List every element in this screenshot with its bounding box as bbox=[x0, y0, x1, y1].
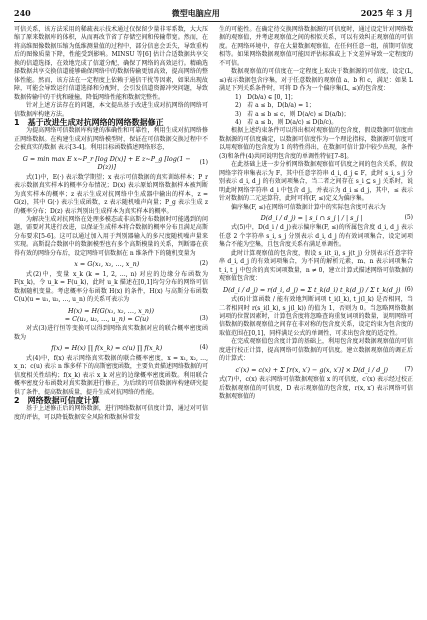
paragraph: 式(4)中，f(x) 表示网络真实数据的联合概率密度，x = x₁, x₂, …, x_n；c(u) 表示 n 维多样下的高斯密度函数，主要负责描述网络数据的可信度相关性结构；f(x_k) 表示 x_k 对应的边缘概率密度函数。利用联合概率密度分布函数对真实数据进行修正，为后续的可信数据库构建研究提供了条件，提高数据质量，提升生成对抗网络的性能。 bbox=[14, 354, 208, 396]
section-heading-1: 1 基于改进生成对抗网络的网络数据修正 bbox=[14, 117, 164, 127]
paragraph: 此时计算观察值的包含度，假设 s_i(t_i), s_j(t_j) 分别表示任意字符串 d_i, d_j 的有效词项集合，为不同的解析元素，m、n 表示词项集合 t_i, t_j 中包含的真实词项数量，n ≠ 0，建立计算式描述网络可信数据的观察值包含度： bbox=[219, 249, 413, 283]
paragraph: 在完成观察值包含度计算的基础上，利用包含度对数据观察值的可信度进行校正计算，提高网络可信数据的可信度。建立数据观察值的调正后的计算式： bbox=[219, 338, 413, 363]
list-item: 3) 若 a ≤ b ≤ c，则 D(a/c) ≤ D(a/b)； bbox=[235, 110, 350, 118]
equation-body: = C(u₁, u₂, …, u_n) = C(u) bbox=[64, 314, 149, 323]
issue-date: 2025 年 3 月 bbox=[360, 7, 413, 18]
list-item: 1) D(b/a) ∈ [0, 1]； bbox=[235, 93, 297, 101]
paragraph: 根据上述约束条件可以得出相对观察值的包含度，假设数据可信度由数据源的可信度确定，以数据可信度作为一个理论指标，数据源可信度可以用观察值的包含度为 1 的特性得出，在数据可信计算中较少出现，条件(3)和条件(4)共同说明包含度的单调性特征[7-8]。 bbox=[219, 127, 413, 160]
paragraph: 基于上述修正后的网络数据，进行网络数据可信度计算，通过对可信度的评估，可以降低数据安全风险和数据异常发 bbox=[14, 405, 208, 421]
equation-body: c′(x) = c(x) + Σ [r(x, x′) − g(x, x′)] × D(d_i / d_j) bbox=[235, 365, 388, 374]
left-column bbox=[14, 26, 208, 422]
paragraph: 式(2)中，变量 x_k (k = 1, 2, …, n) 对应的边缘分布函数为 F(x_k)，令 u_k = F(u_k)，此时 u_k 描述在[0,1]均匀分布的网络可信数据随机变量。考虑概率分布函数 H(x) 的条件，H(x) 与高斯分布函数 C(u)(u = u₁, u₂, …, u_n) 的关系可表示为 bbox=[14, 270, 208, 304]
section-heading-2: 2 网络数据可信度计算 bbox=[14, 396, 100, 406]
list-item: 4) 若 a ≤ b，则 D(a/c) ≤ D(b/c)。 bbox=[235, 118, 338, 126]
paragraph: 在此基础上进一步分析网络数据观察值可信度之间的包含关系，假设网络字符串集表示为 F，其中任意字符串 d_i, d_j ∈ F，此时 s_i, s_j 分别表示 d_i, d_j 的有效词项集合，当二者之间存在 s_i ⊆ s_j 关系时，说明此时网络字符串 d_i 中包含 d_j，并表示为 d_i ≤ d_j，其中，≤ 表示针对数据的二元运算符，此时可将(F, ≤)定义为偏序集。 bbox=[219, 161, 413, 203]
paragraph: 生的可能性。在确定待交换网络数据源的可信度时，通过设定针对网络数据的观察值，并考虑观察值之间的相似关系，可以有效纠正观察值的可信度。在网络环境中，存在大量数据观察值，在任何任意一组，前期可信度相等。如果网络数据观察值可能因评估标准或上下文差异导致一定程度的不可信。 bbox=[219, 26, 413, 67]
equation-4 bbox=[14, 344, 208, 352]
paragraph: 对式(3)进行恒等变换可以得到网络真实数据对应的联合概率密度函数为 bbox=[14, 325, 208, 341]
equation-3 bbox=[14, 307, 208, 324]
condition-list bbox=[219, 94, 413, 128]
equation-1 bbox=[14, 155, 208, 172]
paragraph: 偏序集(F, ≤)在网络可信数据计算中的实际包含度可表示为 bbox=[231, 203, 386, 211]
equation-body: D(d_i / d_j) = r(d_i, d_j) = Σ t_k(d_i) t_k(d_j) / Σ t_k(d_j) bbox=[222, 285, 401, 294]
equation-number: (4) bbox=[199, 344, 208, 352]
paragraph: 针对上述方法存在的问题，本文提出基于改进生成对抗网络的网络可信数据库构建方法。 bbox=[14, 102, 208, 118]
paragraph: 式(6)计算函数 / 能有效地判断词项 t_i(l_k), t_j(l_k) 是否相同，当二者相同时 r(s_i(l_k), s_j(l_k)) 的值为 1，否则为 0。当忽略网络数据词项的位置因素时，计算包含度将忽略查询重复词项的数量，说明网络可信数据的数据观察值之间存在非对称的包含度关系，设定约束为包含度的取值范围在[0,1]，同样满足公式的单调性，可求出包含度的适定性。 bbox=[219, 296, 413, 337]
equation-body: x = G(x₁, x₂, …, x_n) bbox=[74, 260, 140, 269]
equation-number: (5) bbox=[404, 213, 413, 221]
header-rule bbox=[14, 21, 413, 22]
equation-number: (1) bbox=[199, 159, 208, 167]
page-number: 240 bbox=[14, 8, 31, 18]
journal-title: 微型电脑应用 bbox=[171, 8, 220, 18]
equation-number: (7) bbox=[404, 365, 413, 373]
paragraph: 为提高网络可信数据库构建的准确性和可靠性，利用生成对抗网络修正网络数据。在构建生成对抗网络模型时，保证在可信数据交换过程中不会被真实的数据 表示[3-4]。利用目标函数描述网络形态， bbox=[14, 127, 208, 152]
page-header bbox=[14, 6, 413, 20]
equation-body: G = min max E x~P_r [log D(x)] + E z~P_g [log(1 − D(z))] bbox=[22, 154, 191, 172]
equation-number: (3) bbox=[199, 314, 208, 322]
equation-body: f(x) = H(x) ∏ f(x_k) = c(u) ∏ f(x_k) bbox=[51, 344, 163, 353]
equation-7 bbox=[219, 366, 413, 374]
paragraph: 为解决生成对抗网络在处理多模态或非高斯分布数据时可能遇到的问题，需要对其进行改进，以保证生成样本将合数据的概率分布且满足高斯分布要求[5-6]。这可以通过加入用于判别器输入的多尺度随机噪声量来实现。高斯混合数据中的数据模型也有多个高斯模量的关系，判断器在获得有效的网络分布后，设定网络可信数据在 n 维条件下的随机变量为 bbox=[14, 215, 208, 257]
equation-body: D(d_i / d_j) = | s_i ∩ s_j | / | s_j | bbox=[260, 213, 363, 222]
equation-number: (2) bbox=[199, 260, 208, 268]
paragraph: 可信关系，该方法采用的稀疏表示技术通过仅保留少量非零系数，大大压缩了原来数据库的体积，从而再改节省了存储空间和传输带宽。然而，在将高维图像数据压缩为低维测量值的过程中，部分信息会丢失，导致重构后的图像质量下降，性能受到影响。MINSU 等[6] 估计合适数据共享交换的信道选择，在效地完成了信道分配，确保了网络的高效运行。精确选择数据共享交换信道能够确保网络中的数据传输更加高效，提高网络的整体性能。然而，该方法在一定程度上依赖于通信干扰等因素，如果出现故障，可能会导致运行信道选择和分配时，会引发信道资源冲突问题，导致数据传输中的干扰和碰撞，降低网络性能和数据完整性。 bbox=[14, 26, 208, 101]
paragraph: 式(1)中，E(·) 表示数学期望；x 表示可信数据的真实训练样本；P_r 表示数据真实样本的概率分布情况；D(x) 表示原始网络数据样本被判断为真实样本的概率；z 表示生成对抗网络中生成器中输出的样本，z = G(z)，其中 G(·) 表示生成函数，z 表示随机噪声向量；P_g 表示生成 z 的概率分布；D(z) 表示判别出生成样本为真实样本的概率。 bbox=[14, 173, 208, 215]
paragraph: 式(7)中，c(x) 表示网络可信数据观察值 x 的可信度，c′(x) 表示经过校正后数据观察值的可信度，D 表示观察值的包含度，r(x, x′) 表示网络可信数据观察值的 bbox=[219, 376, 413, 401]
equation-2 bbox=[14, 260, 208, 268]
paragraph: 数据观察值的可信度在一定程度上取决于数据源的可信度，设定(L, ≤)表示数据包含序集，对于任意数据的观察值 a、b 和 c，满足：如果 L 满足下列关系条件时，可将 D 作为一个偏序集(L, ≤)的包含度： bbox=[219, 68, 413, 93]
equation-5 bbox=[219, 214, 413, 222]
equation-6 bbox=[219, 286, 413, 294]
equation-body: H(x) = H(G(x₁, x₂, …, x_n)) bbox=[67, 306, 155, 315]
right-column bbox=[219, 26, 413, 401]
paragraph: 式(5)中，D(d_i / d_j)表示偏序集(F, ≤)的所属包含度 d_i, d_j 表示任意 2 个字符串 s_i, s_j 分别表示 d_i, d_j 的有效词项集合，设定词项集合不能为空集，且包含度关系有满足单调性。 bbox=[219, 224, 413, 249]
equation-number: (6) bbox=[404, 285, 413, 293]
list-item: 2) 若 a ≤ b，D(b/a) = 1； bbox=[235, 102, 315, 110]
